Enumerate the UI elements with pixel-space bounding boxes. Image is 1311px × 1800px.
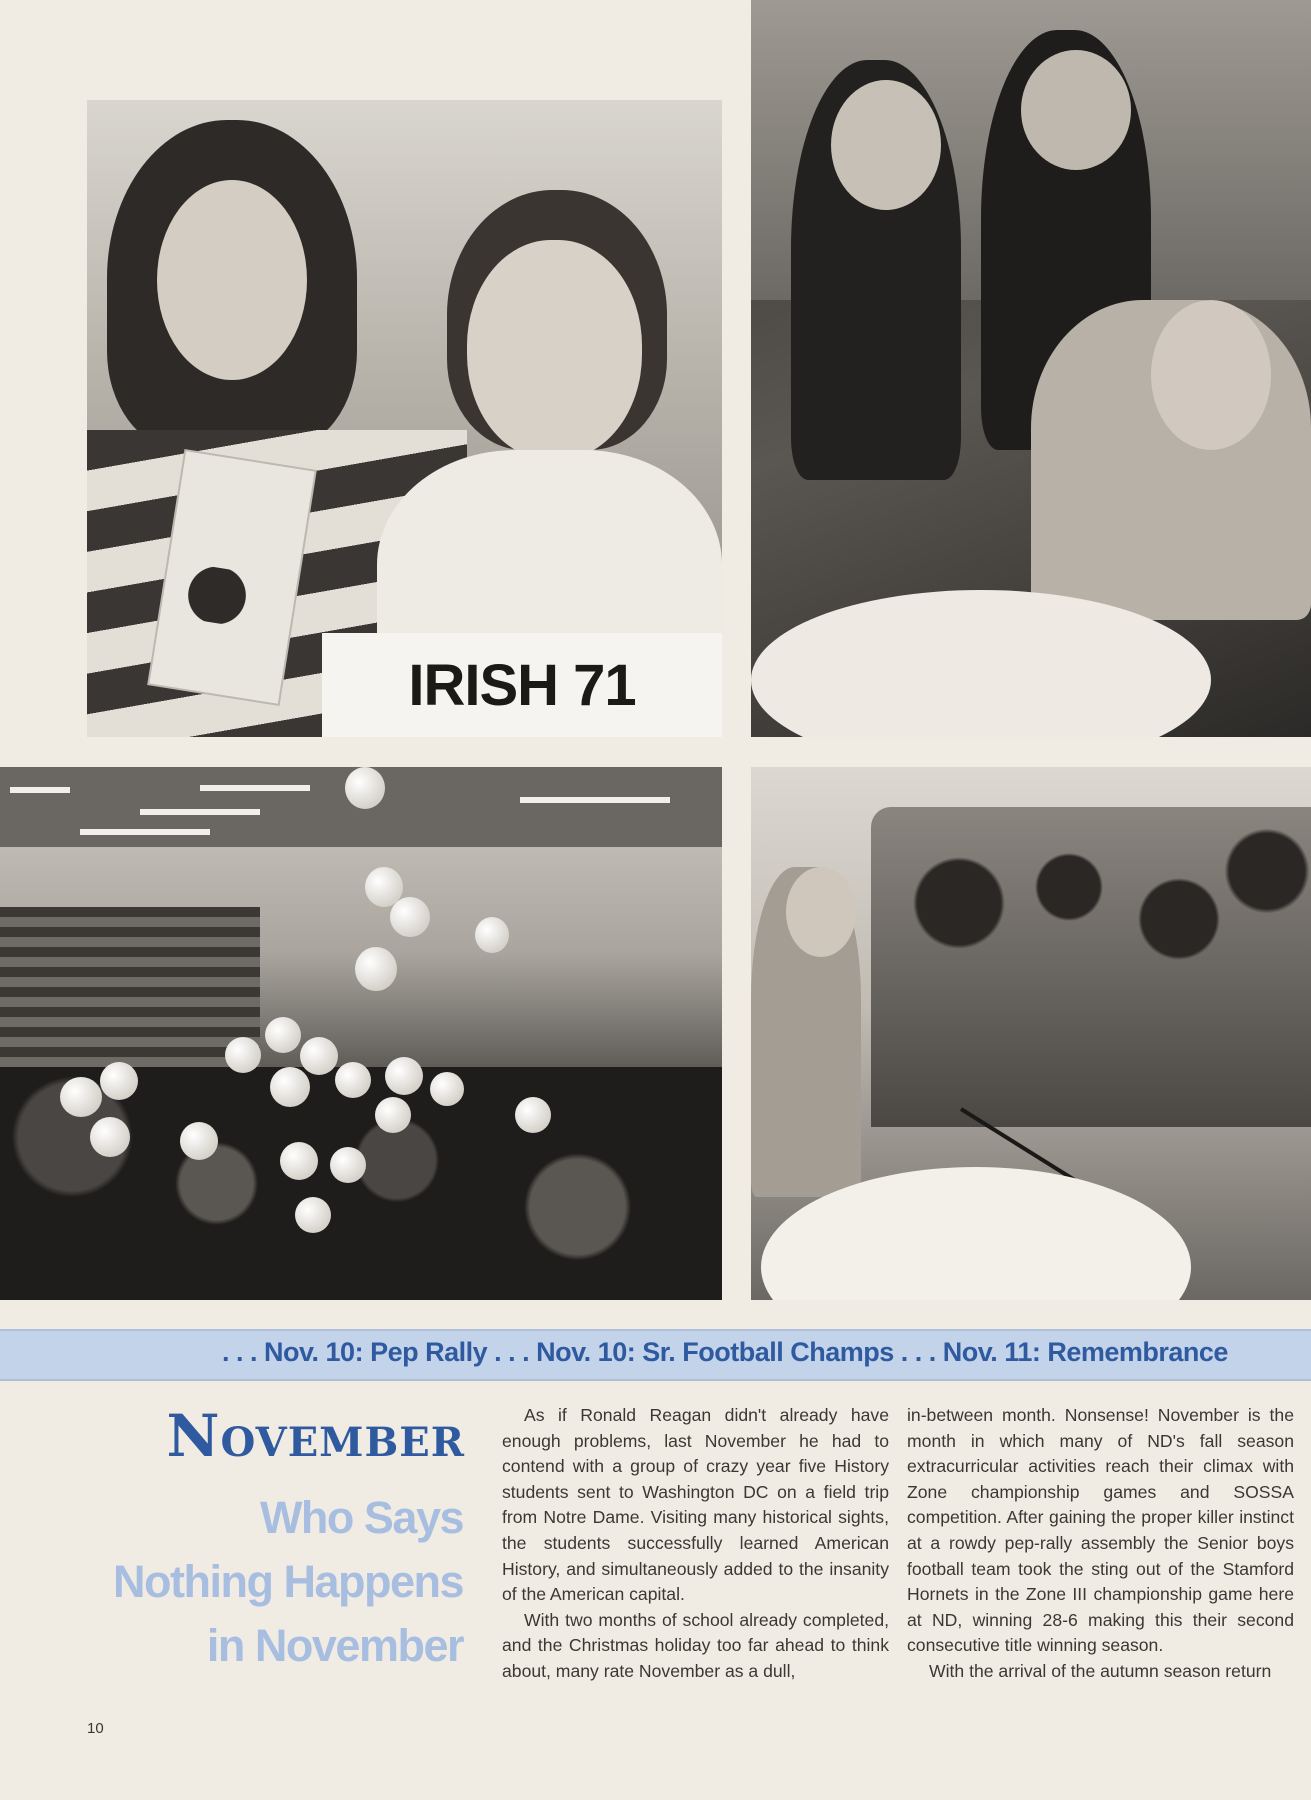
photo-speaker-audience [751, 767, 1311, 1300]
photo-bleachers [0, 907, 260, 1067]
balloon-icon [295, 1197, 331, 1233]
photo-figure [467, 240, 642, 460]
balloon-icon [60, 1077, 102, 1117]
photo-figure [786, 867, 856, 957]
timeline-item: Nov. 11: Remembrance [942, 1337, 1228, 1367]
balloon-icon [355, 947, 397, 991]
timeline-banner [0, 1329, 1311, 1381]
timeline-separator: . . . [494, 1337, 530, 1367]
photo-figure [157, 180, 307, 380]
balloon-icon [475, 917, 509, 953]
photo-students-and-teacher [751, 0, 1311, 737]
subtitle-line: Nothing Happens [113, 1556, 463, 1607]
article-paragraph: As if Ronald Reagan didn't already have enough problems, last November he had to contend with a group of crazy year five History students sent to Washington DC on a field trip from Notre Dame. Visiting many historical sights, the students successfully learned American History, and simultaneously added to the insanity of the American capital. [502, 1405, 889, 1605]
balloon-icon [90, 1117, 130, 1157]
photo-two-women [87, 100, 722, 737]
photo-figure [831, 80, 941, 210]
subtitle-line: Who Says [259, 1492, 463, 1543]
month-title [165, 1402, 465, 1470]
article-column-1 [502, 1403, 889, 1685]
photo-figure [1021, 50, 1131, 170]
balloon-icon [515, 1097, 551, 1133]
photo-audience [871, 807, 1311, 1127]
photo-nameplate: IRISH 71 [322, 633, 722, 737]
balloon-icon [385, 1057, 423, 1095]
subtitle-line: in November [206, 1620, 463, 1671]
timeline-item: Nov. 10: Pep Rally [264, 1337, 488, 1367]
article-paragraph: With the arrival of the autumn season return [929, 1660, 1272, 1681]
balloon-icon [390, 897, 430, 937]
balloon-icon [225, 1037, 261, 1073]
timeline-item: Nov. 10: Sr. Football Champs [536, 1337, 894, 1367]
photo-figure [1151, 300, 1271, 450]
balloon-icon [180, 1122, 218, 1160]
timeline-separator: . . . [222, 1337, 258, 1367]
timeline-separator: . . . [900, 1337, 936, 1367]
balloon-icon [430, 1072, 464, 1106]
balloon-icon [335, 1062, 371, 1098]
balloon-icon [280, 1142, 318, 1180]
balloon-icon [330, 1147, 366, 1183]
page-number: 10 [87, 1720, 104, 1737]
month-title-initial: N [166, 1402, 221, 1470]
balloon-icon [265, 1017, 301, 1053]
article-column-2 [907, 1403, 1294, 1685]
balloon-icon [300, 1037, 338, 1075]
article-paragraph: With two months of school already completed, and the Christmas holiday too far ahead to think about, many rate November as a dull, [502, 1609, 889, 1681]
balloon-icon [100, 1062, 138, 1100]
article-subtitle [60, 1486, 463, 1678]
month-title-rest: OVEMBER [220, 1419, 465, 1466]
balloon-icon [345, 767, 385, 809]
photo-crowd [0, 1067, 722, 1300]
article-paragraph: in-between month. Nonsense! November is the month in which many of ND's fall season extracurricular activities reach their climax with Zone championship games and SOSSA competition. After gaining the proper killer instinct at a rowdy pep-rally assembly the Senior boys football team took the sting out of the Stamford Hornets in the Zone III championship game here at ND, winning 28-6 making this their second consecutive title winning season. [907, 1405, 1294, 1656]
balloon-icon [270, 1067, 310, 1107]
balloon-icon [375, 1097, 411, 1133]
photo-pep-rally [0, 767, 722, 1300]
